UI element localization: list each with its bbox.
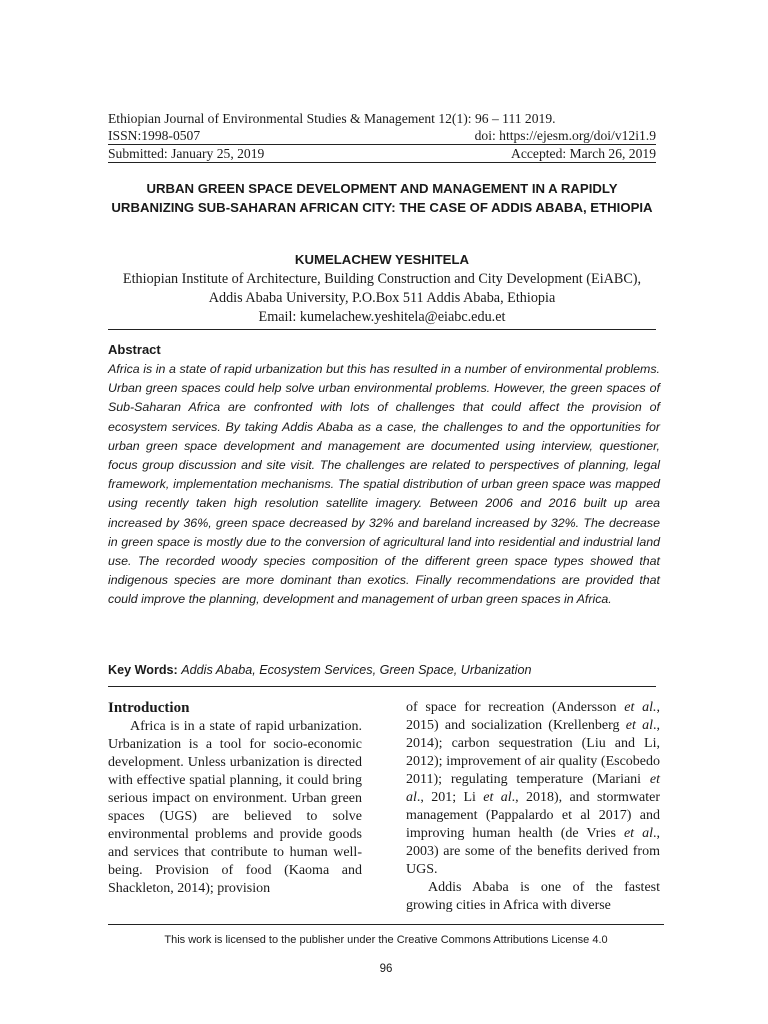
- dates-row: [108, 145, 656, 162]
- affiliation-line-1: Ethiopian Institute of Architecture, Building Construction and City Development (EiABC),: [122, 271, 642, 287]
- license-notice: This work is licensed to the publisher under the Creative Commons Attributions License 4.0: [164, 934, 608, 946]
- intro-paragraph-3: Addis Ababa is one of the fastest growing cities in Africa with diverse: [406, 880, 660, 913]
- keywords-label: Key Words:: [108, 663, 178, 677]
- header-rule-bottom: [108, 162, 656, 163]
- title-divider: [108, 329, 656, 330]
- abstract-text: Africa is in a state of rapid urbanization but this has resulted in a number of environmental problems. Urban green spaces could help solve urban environmental problems. However, the green spaces of Sub-Saharan Africa are confronted with lots of challenges that could affect the provision of ecosystem services. By taking Addis Ababa as a case, the challenges to and the opportunities for urban green space development and management are documented using interview, questioner, focus group discussion and site visit. The challenges are related to perspectives of planning, legal framework, implementation mechanisms. The spatial distribution of urban green space was mapped using recently taken high resolution satellite imagery. Between 2006 and 2016 built up area increased by 36%, green space decreased by 32% and bareland increased by 32%. The decrease in green space is mostly due to the conversion of agricultural land into residential and industrial land use. The recorded woody species composition of the different green space types showed that indigenous species are more dominant than exotics. Finally recommendations are provided that could improve the planning, development and management of urban green spaces in Africa.: [108, 362, 660, 607]
- intro-right-column: [406, 699, 660, 915]
- text-run: of space for recreation (Andersson: [406, 700, 625, 715]
- et-al-italic: et al: [623, 826, 654, 841]
- journal-doi[interactable]: doi: https://ejesm.org/doi/v12i1.9: [474, 128, 656, 143]
- et-al-italic: et al: [625, 718, 653, 733]
- paper-title: URBAN GREEN SPACE DEVELOPMENT AND MANAGEMENT IN A RAPIDLY URBANIZING SUB-SAHARAN AFRICAN CITY: THE CASE OF ADDIS ABABA, ETHIOPIA: [111, 181, 653, 215]
- introduction-heading: Introduction: [108, 700, 190, 716]
- affiliation-line-2: Addis Ababa University, P.O.Box 511 Addis Ababa, Ethiopia: [208, 290, 556, 306]
- issn-doi-row: [108, 127, 656, 144]
- keywords: [108, 663, 660, 677]
- intro-paragraph-2: [406, 699, 660, 879]
- text-run: ., 2018), and stormwater management (Pappalardo et al 2017) and improving human health (de Vries: [406, 790, 660, 841]
- intro-paragraph-1: Africa is in a state of rapid urbanization. Urbanization is a tool for socio-economic development. Unless urbanization is directed with effective spatial planning, it could bring serious impact on environment. Urban green spaces (UGS) are believed to solve environmental problems and provide goods and services that contribute to human well-being. Provision of food (Kaoma and Shackleton, 2014); provision: [108, 719, 362, 896]
- et-al-italic: et al: [406, 772, 660, 805]
- submitted-date: Submitted: January 25, 2019: [108, 146, 265, 161]
- author-name: KUMELACHEW YESHITELA: [294, 252, 470, 267]
- journal-citation: Ethiopian Journal of Environmental Studies & Management 12(1): 96 – 111 2019.: [108, 111, 556, 126]
- text-run: ., 2003) are some of the benefits derived from UGS.: [406, 826, 661, 877]
- accepted-date: Accepted: March 26, 2019: [511, 146, 656, 161]
- et-al-italic: et al: [483, 790, 512, 805]
- author-email[interactable]: Email: kumelachew.yeshitela@eiabc.edu.et: [258, 309, 506, 325]
- keywords-values: Addis Ababa, Ecosystem Services, Green Space, Urbanization: [181, 663, 532, 677]
- page-number: 96: [379, 963, 393, 975]
- intro-left-column: [108, 699, 362, 898]
- author-affiliation: [108, 270, 656, 327]
- journal-header: [108, 110, 656, 163]
- text-run: , 2015) and socialization (Krellenberg: [406, 700, 660, 733]
- text-run: ., 2014); carbon sequestration (Liu and Li, 2012); improvement of air quality (Escobedo 2011); regulating temperature (Mariani: [406, 718, 660, 787]
- footer-rule: [108, 924, 664, 925]
- journal-issn: ISSN:1998-0507: [108, 128, 201, 143]
- abstract-heading: Abstract: [108, 342, 161, 357]
- et-al-italic: et al.: [624, 700, 657, 715]
- text-run: ., 201; Li: [416, 790, 484, 805]
- keywords-divider: [108, 686, 656, 687]
